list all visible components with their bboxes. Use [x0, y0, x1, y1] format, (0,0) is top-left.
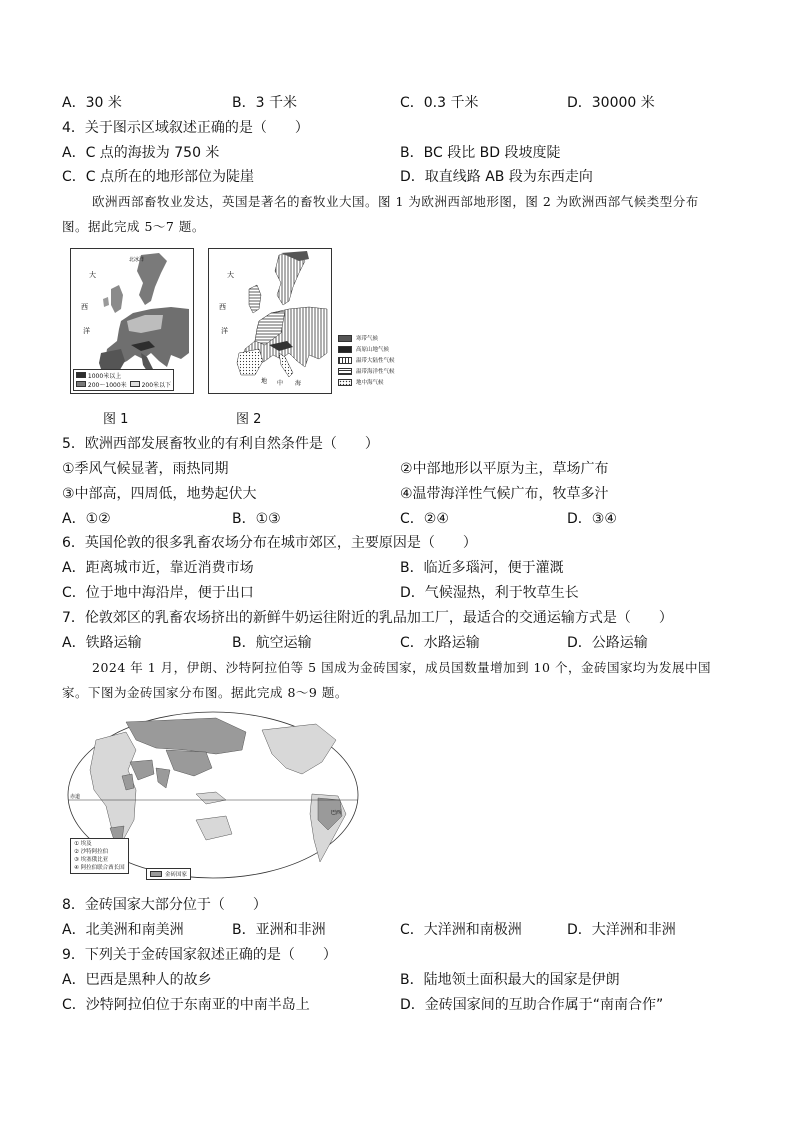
- europe-climate-map: [208, 248, 332, 394]
- fig2-legend-1: 寒带气候: [356, 336, 379, 342]
- brazil-label: 巴西: [331, 810, 342, 816]
- q8-option-b[interactable]: B．亚洲和非洲: [232, 922, 326, 938]
- intro-europe-line2: 图。据此完成 5～7 题。: [62, 219, 205, 234]
- q7-option-b[interactable]: B．航空运输: [232, 635, 312, 651]
- fig2-caption: 图 2: [236, 412, 262, 427]
- intro-brics-line1: 2024 年 1 月，伊朗、沙特阿拉伯等 5 国成为金砖国家，成员国数量增加到 10 个，金砖国家均为发展中国: [92, 660, 711, 675]
- q7-option-a[interactable]: A．铁路运输: [62, 635, 142, 651]
- fig1-label-d: 北冰洋: [129, 257, 145, 263]
- q7-stem: 7．伦敦郊区的乳畜农场挤出的新鲜牛奶运往附近的乳品加工厂，最适合的交通运输方式是（ ）: [62, 610, 673, 626]
- q5-stem: 5．欧洲西部发展畜牧业的有利自然条件是（ ）: [62, 436, 379, 452]
- fig2-legend-3: 温带大陆性气候: [356, 358, 395, 364]
- fig2-label-a: 大: [227, 271, 234, 279]
- fig1-label-c: 洋: [83, 327, 90, 335]
- fig1-legend-1: 1000米以上: [87, 373, 122, 380]
- q5-option-b[interactable]: B．①③: [232, 511, 281, 527]
- fig2-label-c: 洋: [221, 327, 228, 335]
- q8-stem: 8．金砖国家大部分位于（ ）: [62, 897, 267, 913]
- q9-option-d[interactable]: D．金砖国家间的互助合作属于“南南合作”: [400, 997, 664, 1013]
- equator-label: 赤道: [70, 794, 81, 800]
- fig2-label-e: 中: [277, 380, 284, 387]
- q8-option-c[interactable]: C．大洋洲和南极洲: [400, 922, 522, 938]
- q9-option-c[interactable]: C．沙特阿拉伯位于东南亚的中南半岛上: [62, 997, 310, 1013]
- q5-choice-3: ③中部高，四周低，地势起伏大: [62, 486, 257, 502]
- map-notes: [70, 838, 129, 874]
- q8-option-d[interactable]: D．大洋洲和非洲: [567, 922, 676, 938]
- q4-option-c[interactable]: C．C 点所在的地形部位为陡崖: [62, 169, 255, 185]
- q5-choice-1: ①季风气候显著，雨热同期: [62, 461, 229, 477]
- map-note-1: ① 埃及: [74, 841, 92, 847]
- fig2-legend-4: 温带海洋性气候: [356, 369, 395, 375]
- q5-choice-4: ④温带海洋性气候广布，牧草多汁: [400, 486, 609, 502]
- q4-stem: 4．关于图示区域叙述正确的是（ ）: [62, 120, 309, 136]
- fig2-legend-2: 高原山地气候: [356, 347, 390, 353]
- q5-option-c[interactable]: C．②④: [400, 511, 449, 527]
- q4-option-b[interactable]: B．BC 段比 BD 段坡度陡: [400, 145, 561, 161]
- q7-option-d[interactable]: D．公路运输: [567, 635, 648, 651]
- fig1-legend-2: 200～1000米: [87, 382, 127, 389]
- fig2-legend-5: 地中海气候: [356, 380, 384, 386]
- fig2-legend: [338, 334, 395, 389]
- q4-option-d[interactable]: D．取直线路 AB 段为东西走向: [400, 169, 593, 185]
- brics-world-map: [66, 710, 360, 880]
- map-note-2: ② 沙特阿拉伯: [74, 849, 109, 855]
- europe-relief-map: [70, 248, 194, 394]
- q9-option-a[interactable]: A．巴西是黑种人的故乡: [62, 972, 212, 988]
- q3-option-c[interactable]: C．0.3 千米: [400, 95, 479, 111]
- intro-europe-line1: 欧洲西部畜牧业发达，英国是著名的畜牧业大国。图 1 为欧洲西部地形图，图 2 为欧洲西部气候类型分布: [92, 194, 699, 209]
- q6-option-b[interactable]: B．临近多瑙河，便于灌溉: [400, 560, 564, 576]
- fig1-legend-3: 200米以下: [141, 382, 172, 389]
- fig1-caption: 图 1: [103, 412, 129, 427]
- q9-option-b[interactable]: B．陆地领土面积最大的国家是伊朗: [400, 972, 620, 988]
- map-note-3: ③ 埃塞俄比亚: [74, 857, 109, 863]
- q6-stem: 6．英国伦敦的很多乳畜农场分布在城市郊区，主要原因是（ ）: [62, 535, 477, 551]
- q3-option-a[interactable]: A．30 米: [62, 95, 122, 111]
- q6-option-c[interactable]: C．位于地中海沿岸，便于出口: [62, 585, 254, 601]
- fig2-label-d: 地: [261, 378, 268, 385]
- q3-option-b[interactable]: B．3 千米: [232, 95, 297, 111]
- q6-option-d[interactable]: D．气候湿热，利于牧草生长: [400, 585, 579, 601]
- q5-option-a[interactable]: A．①②: [62, 511, 111, 527]
- q6-option-a[interactable]: A．距离城市近，靠近消费市场: [62, 560, 254, 576]
- intro-brics-line2: 家。下图为金砖国家分布图。据此完成 8～9 题。: [62, 685, 348, 700]
- fig1-label-a: 大: [89, 271, 96, 279]
- q7-option-c[interactable]: C．水路运输: [400, 635, 480, 651]
- fig1-label-b: 西: [81, 303, 88, 311]
- map-legend: [146, 868, 191, 880]
- q4-option-a[interactable]: A．C 点的海拔为 750 米: [62, 145, 220, 161]
- fig2-label-f: 海: [295, 380, 302, 387]
- q8-option-a[interactable]: A．北美洲和南美洲: [62, 922, 184, 938]
- q5-choice-2: ②中部地形以平原为主，草场广布: [400, 461, 609, 477]
- fig1-legend: [73, 369, 174, 391]
- fig2-label-b: 西: [219, 303, 226, 311]
- map-note-4: ④ 阿拉伯联合酋长国: [74, 865, 125, 871]
- q3-option-d[interactable]: D．30000 米: [567, 95, 655, 111]
- q9-stem: 9．下列关于金砖国家叙述正确的是（ ）: [62, 947, 337, 963]
- map-legend-label: 金砖国家: [165, 872, 188, 878]
- q5-option-d[interactable]: D．③④: [567, 511, 617, 527]
